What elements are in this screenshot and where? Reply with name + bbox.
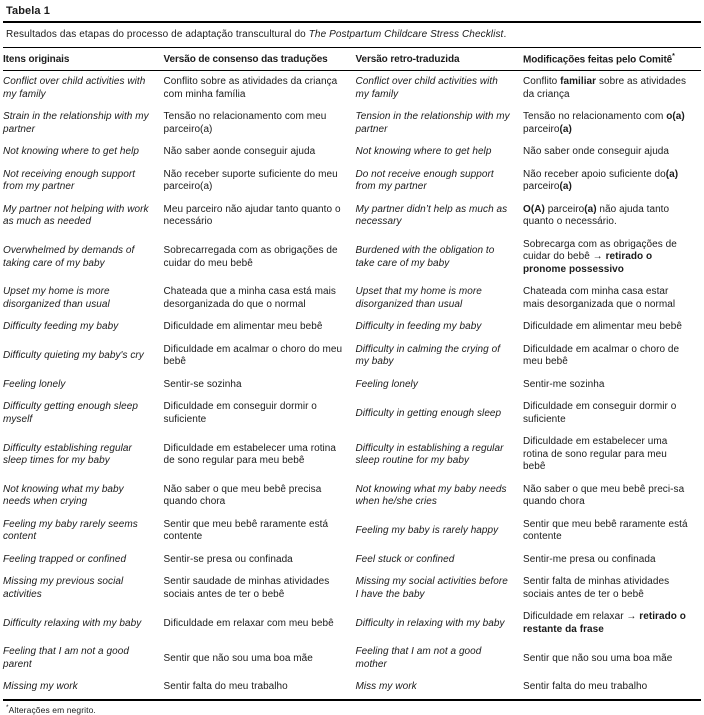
cell-committee-modification (523, 514, 701, 549)
cell-consensus-translation: Sentir falta do meu trabalho (163, 681, 288, 693)
modification-bold-segment: o(a) (666, 111, 685, 123)
cell-back-translation: Difficulty in establishing a regular sleep routine for my baby (355, 442, 504, 467)
table-row (3, 479, 701, 514)
cell-consensus-translation: Não receber suporte suficiente do meu parceiro(a) (163, 168, 338, 193)
cell-original-item: Difficulty getting enough sleep myself (3, 401, 138, 425)
cell-back-translation: Upset that my home is more disorganized than usual (355, 286, 482, 310)
cell-committee-modification (523, 199, 701, 234)
cell-back-translation: Difficulty in feeding my baby (355, 321, 482, 333)
cell-back-translation: Burdened with the obligation to take care of my baby (355, 245, 495, 269)
cell-committee-modification (523, 71, 701, 107)
cell-original-item: Overwhelmed by demands of taking care of my baby (3, 245, 135, 269)
modification-bold-segment: retirado o restante da frase (522, 611, 686, 635)
table-row (3, 676, 701, 700)
cell-consensus-translation: Meu parceiro não ajudar tanto quanto o necessário (163, 203, 341, 228)
table-row (3, 514, 701, 549)
cell-consensus-translation: Sentir-se presa ou confinada (163, 553, 293, 565)
table-row (3, 199, 701, 234)
cell-original-item: Difficulty establishing regular sleep times for my baby (3, 442, 132, 467)
modification-text-segment: Dificuldade em relaxar → (522, 611, 640, 623)
column-header-committee-modifications: Modificações feitas pelo Comitê* (523, 48, 701, 71)
cell-back-translation: Feel stuck or confined (355, 553, 455, 565)
modification-text-segment: Sentir-me presa ou confinada (522, 553, 656, 565)
table-row (3, 571, 701, 606)
modification-text-segment: parceiro (544, 203, 585, 215)
cell-committee-modification (523, 571, 701, 606)
cell-committee-modification (523, 234, 701, 282)
cell-back-translation: Feeling my baby is rarely happy (355, 525, 499, 537)
footnote-reference-marker: * (672, 53, 675, 60)
modification-text-segment: sobre as atividades da criança (522, 76, 687, 100)
cell-original-item: Difficulty feeding my baby (3, 321, 119, 333)
footnote-text: Alterações em negrito. (8, 704, 96, 715)
cell-original-item: Missing my work (3, 681, 78, 693)
cell-consensus-translation: Dificuldade em relaxar com meu bebê (163, 617, 334, 629)
modification-text-segment: Dificuldade em conseguir dormir o suficiente (522, 401, 677, 425)
modification-text-segment: Sobrecarga com as obrigações de cuidar do bebê → (522, 238, 677, 263)
modification-text-segment: Dificuldade em estabelecer uma rotina de sono regular para meu bebê (522, 436, 668, 473)
cell-original-item: Difficulty quieting my baby's cry (3, 350, 144, 362)
modification-text-segment: parceiro (522, 181, 560, 193)
cell-consensus-translation: Tensão no relacionamento com meu parceiro(a) (163, 111, 327, 135)
table-row (3, 234, 701, 282)
cell-committee-modification (523, 676, 701, 700)
cell-consensus-translation: Sentir-se sozinha (163, 378, 242, 390)
modification-text-segment: Dificuldade em acalmar o choro de meu bebê (522, 343, 680, 368)
table-row (3, 71, 701, 107)
cell-original-item: Conflict over child activities with my family (3, 76, 146, 100)
cell-consensus-translation: Conflito sobre as atividades da criança com minha família (163, 76, 338, 100)
cell-original-item: Feeling that I am not a good parent (3, 646, 129, 670)
header-row (3, 48, 701, 71)
table-number-label: Tabela 1 (6, 5, 51, 17)
table-row (3, 396, 701, 431)
cell-committee-modification (523, 606, 701, 641)
modification-text-segment: Não saber o que meu bebê preci-sa quando chora (522, 483, 685, 508)
table-row (3, 281, 701, 316)
cell-consensus-translation: Sentir que meu bebê raramente está contente (163, 518, 329, 543)
cell-original-item: Not knowing where to get help (3, 146, 139, 158)
modification-bold-segment: (a) (584, 203, 597, 215)
cell-committee-modification (523, 106, 701, 141)
cell-original-item: Not receiving enough support from my partner (3, 168, 136, 193)
table-row (3, 549, 701, 572)
table-footnote (3, 701, 701, 715)
column-header-original-items: Itens originais (3, 48, 164, 71)
modification-text-segment: Sentir falta do meu trabalho (522, 681, 648, 693)
modification-text-segment: Dificuldade em alimentar meu bebê (522, 321, 682, 333)
modification-text-segment: parceiro (522, 123, 560, 135)
cell-back-translation: Feeling lonely (355, 378, 418, 390)
cell-back-translation: Conflict over child activities with my family (355, 76, 498, 100)
modification-text-segment: Sentir falta de minhas atividades sociais antes de ter o bebê (522, 576, 670, 600)
caption-period: . (503, 29, 507, 40)
cell-original-item: Missing my previous social activities (3, 576, 124, 600)
cell-back-translation: Feeling that I am not a good mother (355, 646, 482, 670)
caption-instrument-name: The Postpartum Childcare Stress Checklist (308, 29, 504, 40)
adaptation-results-table (3, 47, 701, 701)
table-row (3, 641, 701, 676)
cell-back-translation: Missing my social activities before I have the baby (355, 576, 508, 600)
cell-original-item: Upset my home is more disorganized than usual (3, 286, 110, 310)
cell-committee-modification (523, 431, 701, 479)
cell-back-translation: Not knowing where to get help (355, 146, 492, 158)
cell-original-item: Difficulty relaxing with my baby (3, 617, 142, 629)
modification-bold-segment: (a) (559, 181, 572, 193)
modification-text-segment: Tensão no relacionamento com (522, 111, 667, 123)
cell-back-translation: Do not receive enough support from my partner (355, 168, 494, 193)
cell-back-translation: Not knowing what my baby needs when he/she cries (355, 483, 507, 508)
cell-consensus-translation: Dificuldade em alimentar meu bebê (163, 321, 323, 333)
cell-committee-modification (523, 479, 701, 514)
cell-consensus-translation: Sentir saudade de minhas atividades sociais antes de ter o bebê (163, 576, 330, 600)
cell-committee-modification (523, 281, 701, 316)
modification-text-segment: Chateada com minha casa estar mais desorganizada que o normal (522, 286, 676, 310)
table-caption (3, 23, 701, 47)
table-header (3, 48, 701, 71)
cell-back-translation: Difficulty in getting enough sleep (355, 407, 502, 419)
cell-original-item: Not knowing what my baby needs when crying (3, 483, 124, 508)
modification-bold-segment: retirado o pronome possessivo (522, 251, 653, 275)
table-row (3, 141, 701, 164)
cell-consensus-translation: Dificuldade em conseguir dormir o suficiente (163, 401, 317, 425)
modification-text-segment: Sentir que meu bebê raramente está contente (522, 518, 688, 543)
table-row (3, 606, 701, 641)
cell-back-translation: Difficulty in relaxing with my baby (355, 617, 505, 629)
cell-original-item: Strain in the relationship with my partner (3, 111, 149, 135)
modification-text-segment: Não receber apoio suficiente do (522, 168, 666, 180)
cell-committee-modification (523, 549, 701, 572)
cell-back-translation: Difficulty in calming the crying of my baby (355, 343, 501, 368)
cell-back-translation: My partner didn’t help as much as necessary (355, 203, 508, 228)
table-body (3, 71, 701, 700)
cell-consensus-translation: Chateada que a minha casa está mais desorganizada do que o normal (163, 286, 336, 310)
cell-committee-modification (523, 164, 701, 199)
table-row (3, 431, 701, 479)
modification-bold-segment: (a) (559, 123, 572, 135)
modification-bold-segment: familiar (560, 76, 597, 88)
table-row (3, 339, 701, 374)
cell-committee-modification (523, 316, 701, 339)
modification-text-segment: Sentir que não sou uma boa mãe (522, 652, 673, 664)
cell-consensus-translation: Dificuldade em estabelecer uma rotina de sono regular para meu bebê (163, 442, 337, 467)
cell-original-item: Feeling my baby rarely seems content (3, 518, 138, 543)
cell-committee-modification (523, 396, 701, 431)
cell-consensus-translation: Dificuldade em acalmar o choro do meu bebê (163, 343, 343, 368)
modification-bold-segment: O(A) (522, 203, 545, 215)
cell-original-item: Feeling lonely (3, 378, 66, 390)
cell-original-item: Feeling trapped or confined (3, 553, 127, 565)
modification-text-segment: Não saber onde conseguir ajuda (522, 146, 670, 158)
table-row (3, 374, 701, 397)
cell-back-translation: Miss my work (355, 681, 417, 693)
modification-text-segment: Conflito (522, 76, 561, 88)
footnote-marker: * (6, 703, 9, 711)
modification-bold-segment: (a) (665, 168, 679, 180)
cell-back-translation: Tension in the relationship with my partner (355, 111, 510, 135)
cell-consensus-translation: Sentir que não sou uma boa mãe (163, 652, 313, 664)
cell-committee-modification (523, 374, 701, 397)
modification-text-segment: não ajuda tanto quanto o necessário. (522, 203, 670, 228)
cell-committee-modification (523, 339, 701, 374)
column-header-back-translated-version: Versão retro-traduzida (355, 48, 523, 71)
table-row (3, 106, 701, 141)
cell-consensus-translation: Não saber o que meu bebê precisa quando chora (163, 483, 322, 508)
cell-original-item: My partner not helping with work as much as needed (3, 203, 149, 228)
cell-committee-modification (523, 641, 701, 676)
table-row (3, 164, 701, 199)
cell-consensus-translation: Não saber aonde conseguir ajuda (163, 146, 316, 158)
caption-text: Resultados das etapas do processo de adaptação transcultural do (6, 29, 309, 40)
cell-consensus-translation: Sobrecarregada com as obrigações de cuidar do meu bebê (163, 245, 338, 269)
modification-text-segment: Sentir-me sozinha (522, 378, 605, 390)
table-row (3, 316, 701, 339)
cell-committee-modification (523, 141, 701, 164)
column-header-consensus-version: Versão de consenso das traduções (164, 48, 356, 71)
